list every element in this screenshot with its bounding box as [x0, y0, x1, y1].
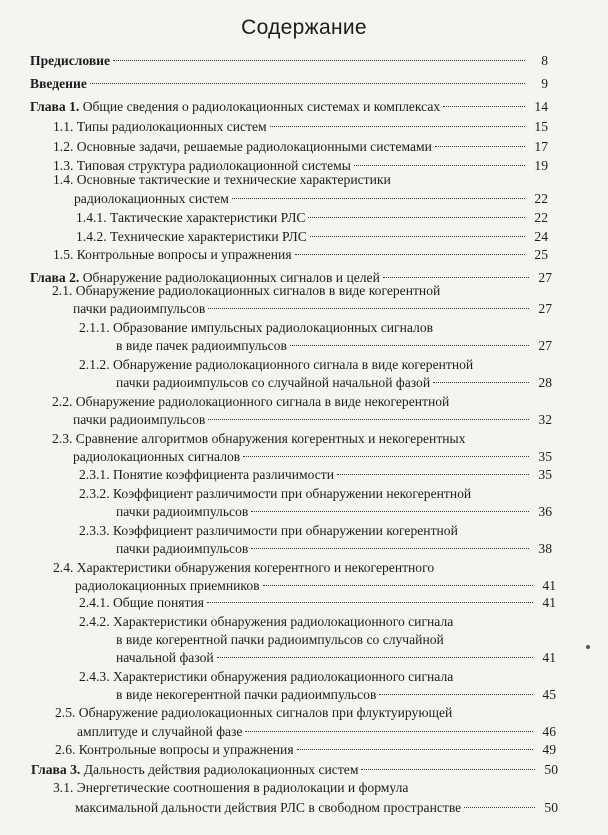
toc-entry[interactable]: [79, 465, 552, 485]
page-number: 46: [542, 724, 556, 739]
dot-leader: [295, 254, 525, 255]
toc-entry-title: Дальность действия радиолокационных систем: [83, 762, 359, 777]
toc-entry-title: Обнаружение радиолокационных сигналов и целей: [82, 270, 380, 285]
dot-leader: [251, 511, 529, 512]
toc-entry[interactable]: [76, 227, 548, 247]
toc-title: Содержание: [241, 16, 367, 39]
toc-entry-line: 2.5. Обнаружение радиолокационных сигналов при флуктуирующей: [55, 705, 453, 720]
toc-entry-title: 1.5. Контрольные вопросы и упражнения: [53, 247, 292, 262]
page-speck: [586, 645, 590, 649]
page-number: 8: [541, 53, 548, 68]
dot-leader: [297, 749, 533, 750]
toc-entry-title: пачки радиоимпульсов: [73, 412, 206, 427]
toc-entry[interactable]: [116, 373, 552, 393]
toc-entry-title: 1.4.1. Тактические характеристики РЛС: [76, 210, 306, 225]
toc-entry[interactable]: [53, 117, 548, 137]
toc-entry[interactable]: [77, 722, 556, 742]
page-number: 41: [542, 650, 556, 665]
toc-entry-title: 1.3. Типовая структура радиолокационной системы: [53, 158, 351, 173]
toc-entry-line: 2.3. Сравнение алгоритмов обнаружения когерентных и некогерентных: [52, 431, 466, 446]
chapter-number: Глава 3.: [31, 762, 81, 777]
page-number: 22: [534, 210, 548, 225]
toc-entry-title: Введение: [30, 76, 87, 91]
toc-entry-title: радиолокационных сигналов: [73, 449, 241, 464]
toc-entry-title: 1.4.2. Технические характеристики РЛС: [76, 229, 307, 244]
toc-entry-title: Предисловие: [30, 53, 111, 68]
dot-leader: [207, 602, 533, 603]
page-number: 15: [534, 119, 548, 134]
toc-entry-title: пачки радиоимпульсов: [116, 504, 249, 519]
toc-entry[interactable]: [116, 685, 556, 705]
page-number: 36: [538, 504, 552, 519]
dot-leader: [464, 807, 535, 808]
toc-entry[interactable]: [55, 740, 556, 760]
toc-entry[interactable]: [30, 74, 548, 94]
page-number: 35: [538, 467, 552, 482]
toc-entry-title: 1.2. Основные задачи, решаемые радиолокационными системами: [53, 139, 432, 154]
page-number: 22: [534, 191, 548, 206]
toc-entry[interactable]: [73, 447, 552, 467]
dot-leader: [263, 585, 533, 586]
page-number: 50: [544, 762, 558, 777]
dot-leader: [232, 198, 525, 199]
toc-entry[interactable]: [53, 137, 548, 157]
toc-entry-title: в виде пачек радиоимпульсов: [116, 338, 287, 353]
toc-entry-title: пачки радиоимпульсов: [73, 301, 206, 316]
toc-entry-line: 2.3.3. Коэффициент различимости при обнаружении когерентной: [79, 523, 458, 538]
dot-leader: [433, 382, 529, 383]
page-number: 27: [538, 301, 552, 316]
dot-leader: [308, 217, 525, 218]
toc-entry-line: 2.1. Обнаружение радиолокационных сигналов в виде когерентной: [52, 283, 441, 298]
page-number: 25: [534, 247, 548, 262]
dot-leader: [217, 657, 533, 658]
dot-leader: [251, 548, 529, 549]
dot-leader: [245, 731, 533, 732]
dot-leader: [435, 146, 525, 147]
toc-entry[interactable]: [116, 502, 552, 522]
dot-leader: [208, 308, 529, 309]
toc-entry-title: 2.6. Контрольные вопросы и упражнения: [55, 742, 294, 757]
toc-entry-line: 3.1. Энергетические соотношения в радиолокации и формула: [53, 780, 409, 795]
dot-leader: [208, 419, 529, 420]
dot-leader: [290, 345, 529, 346]
toc-entry[interactable]: [116, 336, 552, 356]
toc-entry-title: начальной фазой: [116, 650, 214, 665]
page-number: 50: [544, 800, 558, 815]
dot-leader: [310, 236, 525, 237]
toc-entry-title: Общие сведения о радиолокационных системах и комплексах: [82, 99, 441, 114]
dot-leader: [90, 83, 525, 84]
toc-entry[interactable]: [75, 798, 558, 818]
toc-entry[interactable]: [53, 245, 548, 265]
toc-entry[interactable]: [76, 208, 548, 228]
toc-entry-line: в виде когерентной пачки радиоимпульсов со случайной: [116, 632, 444, 647]
toc-entry-title: 1.1. Типы радиолокационных систем: [53, 119, 267, 134]
toc-entry-title: радиолокационных систем: [74, 191, 229, 206]
dot-leader: [337, 474, 529, 475]
toc-entry-title: пачки радиоимпульсов со случайной начальной фазой: [116, 375, 431, 390]
toc-entry[interactable]: [30, 97, 548, 117]
toc-entry-title: радиолокационных приемников: [75, 578, 260, 593]
toc-entry-title: максимальной дальности действия РЛС в свободном пространстве: [75, 800, 462, 815]
page-number: 27: [538, 338, 552, 353]
page-number: 32: [538, 412, 552, 427]
dot-leader: [361, 769, 535, 770]
dot-leader: [379, 694, 533, 695]
toc-entry-line: 2.1.1. Образование импульсных радиолокационных сигналов: [79, 320, 434, 335]
toc-entry-title: в виде некогерентной пачки радиоимпульсов: [116, 687, 377, 702]
toc-entry-title: 2.3.1. Понятие коэффициента различимости: [79, 467, 334, 482]
page-number: 28: [538, 375, 552, 390]
chapter-number: Глава 2.: [30, 270, 80, 285]
toc-entry-line: 2.3.2. Коэффициент различимости при обнаружении некогерентной: [79, 486, 472, 501]
dot-leader: [270, 126, 525, 127]
dot-leader: [443, 106, 525, 107]
toc-entry[interactable]: [79, 593, 556, 613]
page-number: 9: [541, 76, 548, 91]
page-number: 19: [534, 158, 548, 173]
toc-entry[interactable]: [73, 410, 552, 430]
page-number: 27: [538, 270, 552, 285]
page-number: 41: [542, 578, 556, 593]
toc-entry[interactable]: [73, 299, 552, 319]
dot-leader: [354, 165, 525, 166]
toc-entry[interactable]: [31, 760, 558, 780]
dot-leader: [383, 277, 529, 278]
page-number: 41: [542, 595, 556, 610]
toc-entry-title: амплитуде и случайной фазе: [77, 724, 243, 739]
toc-entry-title: 2.4.1. Общие понятия: [79, 595, 204, 610]
page-number: 49: [542, 742, 556, 757]
toc-entry-line: 2.4. Характеристики обнаружения когерентного и некогерентного: [53, 560, 435, 575]
dot-leader: [113, 60, 525, 61]
toc-entry-line: 2.4.3. Характеристики обнаружения радиолокационного сигнала: [79, 669, 454, 684]
toc-entry-line: 1.4. Основные тактические и технические характеристики: [53, 172, 391, 187]
toc-entry-line: 2.2. Обнаружение радиолокационного сигнала в виде некогерентной: [52, 394, 450, 409]
page-number: 45: [542, 687, 556, 702]
page-number: 17: [534, 139, 548, 154]
page-number: 38: [538, 541, 552, 556]
chapter-number: Глава 1.: [30, 99, 80, 114]
toc-entry-line: 2.1.2. Обнаружение радиолокационного сигнала в виде когерентной: [79, 357, 474, 372]
toc-entry-line: 2.4.2. Характеристики обнаружения радиолокационного сигнала: [79, 614, 454, 629]
page-number: 24: [534, 229, 548, 244]
dot-leader: [243, 456, 529, 457]
page-number: 14: [534, 99, 548, 114]
toc-entry[interactable]: [74, 189, 548, 209]
toc-entry[interactable]: [116, 539, 552, 559]
toc-entry[interactable]: [116, 648, 556, 668]
toc-entry[interactable]: [30, 51, 548, 71]
page-number: 35: [538, 449, 552, 464]
toc-entry-title: пачки радиоимпульсов: [116, 541, 249, 556]
